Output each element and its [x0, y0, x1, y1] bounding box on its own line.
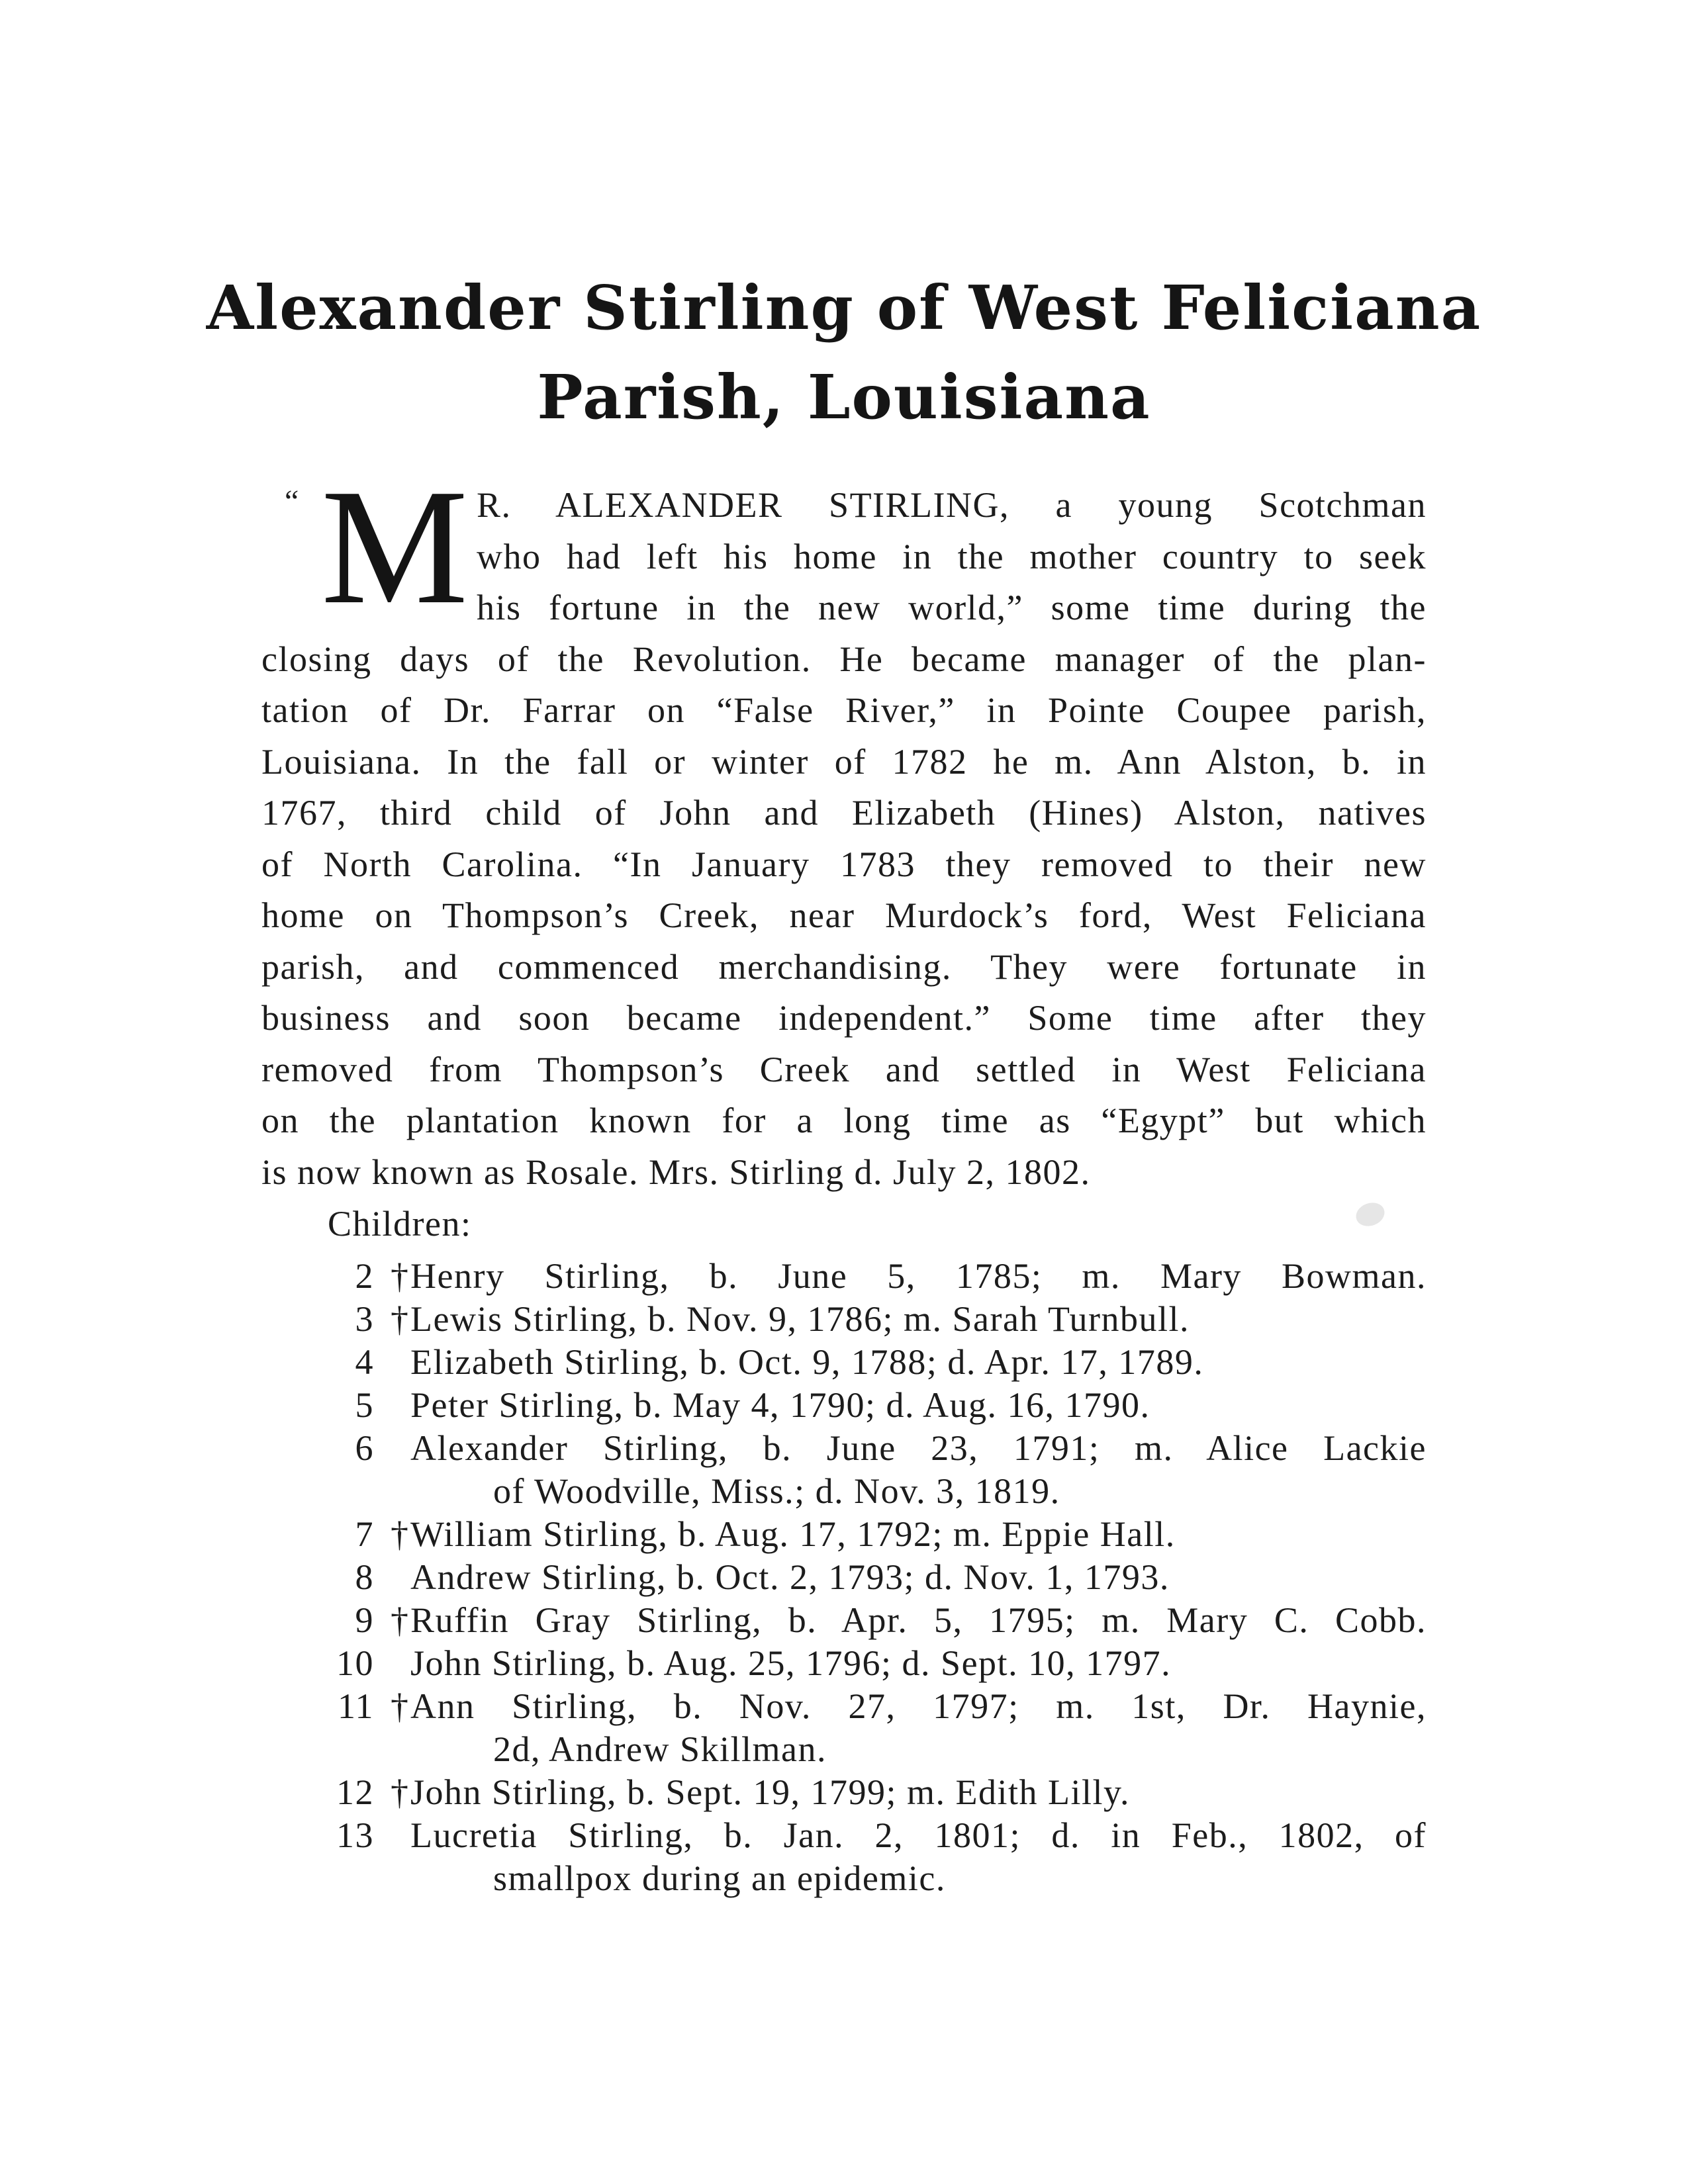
paragraph-line: Louisiana. In the fall or winter of 1782 he m. Ann Alston, b. in — [261, 741, 1427, 782]
child-text: Lewis Stirling, b. Nov. 9, 1786; m. Sarah Turnbull. — [410, 1299, 1190, 1339]
child-text: Henry Stirling, b. June 5, 1785; m. Mary Bowman. — [410, 1256, 1427, 1296]
scan-speck — [1353, 1199, 1388, 1230]
paragraph-line: 1767, third child of John and Elizabeth (Hines) Alston, natives — [261, 793, 1427, 833]
child-number: 13 — [336, 1815, 374, 1855]
dagger-mark: † — [391, 1299, 410, 1339]
paragraph-line: R. ALEXANDER STIRLING, a young Scotchman — [477, 485, 1427, 525]
paragraph-line: who had left his home in the mother country to seek — [477, 536, 1427, 576]
paragraph-line: home on Thompson’s Creek, near Murdock’s ford, West Feliciana — [261, 895, 1427, 935]
page-title-line-2: Parish, Louisiana — [537, 361, 1151, 433]
paragraph-line: removed from Thompson’s Creek and settled in West Feliciana — [261, 1049, 1427, 1089]
child-text: John Stirling, b. Aug. 25, 1796; d. Sept. 10, 1797. — [410, 1643, 1172, 1683]
paragraph-line: is now known as Rosale. Mrs. Stirling d. July 2, 1802. — [261, 1152, 1091, 1192]
child-text: Elizabeth Stirling, b. Oct. 9, 1788; d. Apr. 17, 1789. — [410, 1342, 1204, 1382]
paragraph-line: business and soon became independent.” Some time after they — [261, 998, 1427, 1038]
dagger-mark: † — [391, 1256, 410, 1296]
dagger-mark: † — [391, 1600, 410, 1640]
child-text: Lucretia Stirling, b. Jan. 2, 1801; d. in Feb., 1802, of — [410, 1815, 1427, 1855]
paragraph-line: on the plantation known for a long time as “Egypt” but which — [261, 1101, 1427, 1140]
opening-quote-mark: “ — [285, 484, 299, 519]
child-text: Alexander Stirling, b. June 23, 1791; m. Alice Lackie — [410, 1428, 1427, 1468]
child-number: 12 — [336, 1772, 374, 1812]
page-title-line-1: Alexander Stirling of West Feliciana — [206, 272, 1482, 343]
paragraph-line: of North Carolina. “In January 1783 they removed to their new — [261, 844, 1427, 884]
child-text: William Stirling, b. Aug. 17, 1792; m. Eppie Hall. — [410, 1514, 1176, 1554]
paragraph-line: parish, and commenced merchandising. They were fortunate in — [261, 946, 1427, 987]
child-text-continued: smallpox during an epidemic. — [493, 1858, 946, 1898]
child-text: Peter Stirling, b. May 4, 1790; d. Aug. 16, 1790. — [410, 1385, 1150, 1425]
paragraph-line: closing days of the Revolution. He became manager of the plan- — [261, 639, 1427, 679]
dagger-mark: † — [391, 1772, 410, 1812]
child-text: John Stirling, b. Sept. 19, 1799; m. Edith Lilly. — [410, 1772, 1131, 1812]
child-number: 6 — [355, 1428, 374, 1468]
child-text-continued: of Woodville, Miss.; d. Nov. 3, 1819. — [493, 1471, 1060, 1511]
child-text: Ruffin Gray Stirling, b. Apr. 5, 1795; m. Mary C. Cobb. — [410, 1600, 1427, 1640]
child-text-continued: 2d, Andrew Skillman. — [493, 1729, 827, 1769]
paragraph-line: his fortune in the new world,” some time during the — [477, 588, 1427, 627]
child-number: 5 — [355, 1385, 374, 1425]
drop-cap-letter: M — [321, 455, 469, 639]
child-number: 7 — [355, 1514, 374, 1554]
child-text: Ann Stirling, b. Nov. 27, 1797; m. 1st, Dr. Haynie, — [410, 1686, 1427, 1726]
paragraph-line: tation of Dr. Farrar on “False River,” in Pointe Coupee parish, — [261, 690, 1427, 730]
child-number: 10 — [336, 1643, 374, 1683]
child-number: 3 — [355, 1299, 374, 1339]
child-number: 2 — [355, 1256, 374, 1296]
dagger-mark: † — [391, 1686, 410, 1726]
child-number: 8 — [355, 1557, 374, 1597]
child-text: Andrew Stirling, b. Oct. 2, 1793; d. Nov. 1, 1793. — [410, 1557, 1170, 1597]
children-heading: Children: — [328, 1204, 472, 1244]
child-number: 9 — [355, 1600, 374, 1640]
child-number: 11 — [338, 1686, 374, 1726]
child-number: 4 — [355, 1342, 374, 1382]
dagger-mark: † — [391, 1514, 410, 1554]
